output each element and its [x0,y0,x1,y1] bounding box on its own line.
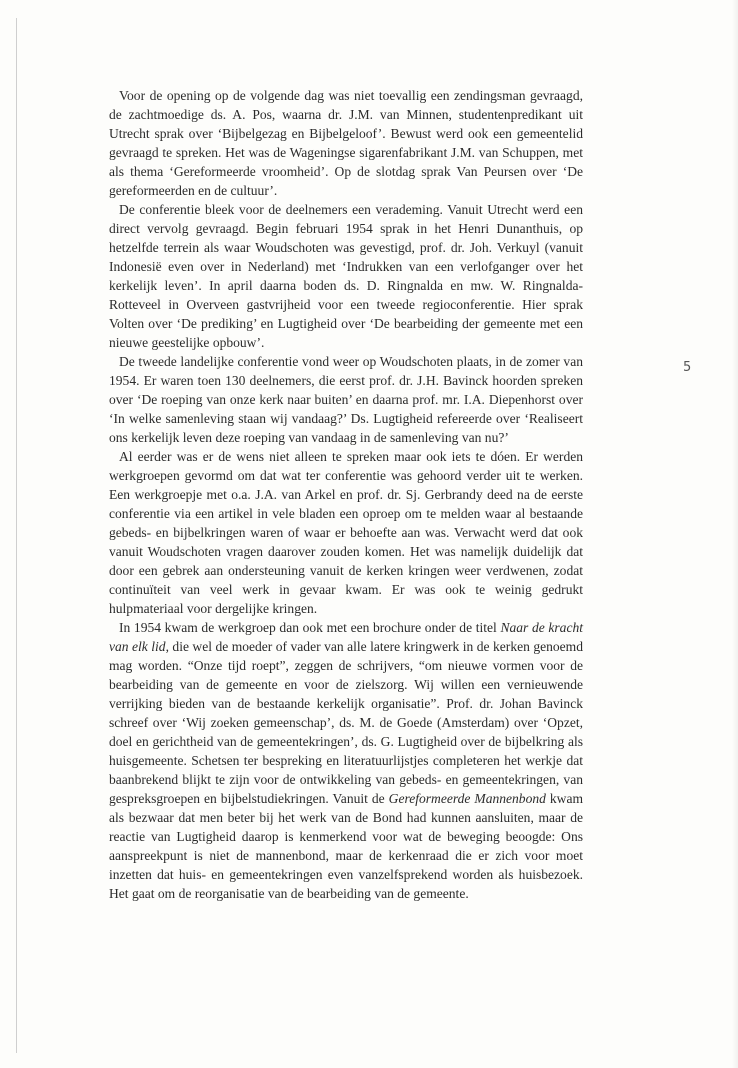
margin-line-number: 5 [683,360,692,375]
paragraph-second-conference: De tweede landelijke conferentie vond weer op Woudschoten plaats, in de zomer van 1954. Er waren toen 130 deelnemers, die eerst prof. dr. J.H. Bavinck hoorden spreken over ‘De roeping van onze kerk naar buiten’ en daarna prof. mr. I.A. Diepenhorst over ‘In welke samenleving staan wij vandaag?’ Ds. Lugtigheid refereerde over ‘Realiseert ons kerkelijk leven deze roeping van vandaag in de samenleving van nu?’ [109,354,583,445]
paragraph-working-groups: Al eerder was er de wens niet alleen te spreken maar ook iets te dóen. Er werden werkgroepen gevormd om dat wat ter conferentie was gehoord verder uit te werken. Een werkgroepje met o.a. J.A. van Arkel en prof. dr. Sj. Gerbrandy deed na de eerste conferentie via een artikel in vele bladen een oproep om te melden waar al bestaande gebeds- en bijbelkringen waren of waar er behoefte aan was. Verwacht werd dat ook vanuit Woudschoten vragen daarover zouden komen. Het was namelijk duidelijk dat door een gebrek aan ondersteuning vanuit de kerken kringen weer verdwenen, zodat continuïteit van veel werk in gevaar kwam. Er was ook te weinig gedrukt hulpmateriaal voor dergelijke kringen. [109,449,583,616]
paragraph-opening-day: Voor de opening op de volgende dag was niet toevallig een zendingsman gevraagd, de zachtmoedige ds. A. Pos, waarna dr. J.M. van Minnen, studentenpredikant uit Utrecht sprak over ‘Bijbelgezag en Bijbelgeloof’. Bewust werd ook een gemeentelid gevraagd te spreken. Het was de Wageningse sigarenfabrikant J.M. van Schuppen, met als thema ‘Gereformeerde vroomheid’. Op de slotdag sprak Van Peursen over ‘De gereformeerden en de cultuur’. [109,88,583,198]
brochure-title: Naar de kracht van elk lid [109,620,583,654]
brochure-intro: In 1954 kwam de werkgroep dan ook met een brochure onder de titel [119,620,501,635]
paragraph-conference-relief: De conferentie bleek voor de deelnemers een verademing. Vanuit Utrecht werd een direct vervolg gevraagd. Begin februari 1954 sprak in het Henri Dunanthuis, op hetzelfde terrein als waar Woudschoten was gevestigd, prof. dr. Joh. Verkuyl (vanuit Indonesië even over in Nederland) met ‘Indrukken van een verlofganger over het kerkelijk leven’. In april daarna boden ds. D. Ringnalda en mw. W. Ringnalda-Rotteveel in Overveen gastvrijheid voor een tweede regioconferentie. Hier sprak Volten over ‘De prediking’ en Lugtigheid over ‘De bearbeiding der gemeente met een nieuwe geestelijke opbouw’. [109,202,583,350]
page-margin-line [16,18,17,1053]
brochure-conclusion: kwam als bezwaar dat men beter bij het werk van de Bond had kunnen aansluiten, maar de reactie van Lugtigheid daarop is kenmerkend voor wat de beweging beoogde: Ons aanspreekpunt is niet de mannenbond, maar de kerkenraad die er zich voor moet inzetten dat huis- en gemeentekringen even vanzelfsprekend worden als huisbezoek. Het gaat om de reorganisatie van de bearbeiding van de gemeente. [109,791,584,901]
brochure-body: , die wel de moeder of vader van alle latere kringwerk in de kerken genoemd mag worden. “Onze tijd roept”, zeggen de schrijvers, “om nieuwe vormen voor de bearbeiding van de gemeente en voor de zielszorg. Wij willen een vernieuwende verrijking bieden van de bestaande kerkelijk organisatie”. Prof. dr. Johan Bavinck schreef over ‘Wij zoeken gemeenschap’, ds. M. de Goede (Amsterdam) over ‘Opzet, doel en gerichtheid van de gemeentekringen’, ds. G. Lugtigheid over de bijbelkring als huisgemeente. Schetsen ter bespreking en literatuurlijstjes completeren het werkje dat baanbrekend blijkt te zijn voor de ontwikkeling van gebeds- en gemeentekringen, van gespreksgroepen en bijbelstudiekringen. Vanuit de [109,639,583,806]
page-edge-shadow [732,0,738,1068]
paragraph-brochure [109,618,583,903]
body-text [109,86,583,903]
organisation-name: Gereformeerde Mannenbond [388,791,546,806]
